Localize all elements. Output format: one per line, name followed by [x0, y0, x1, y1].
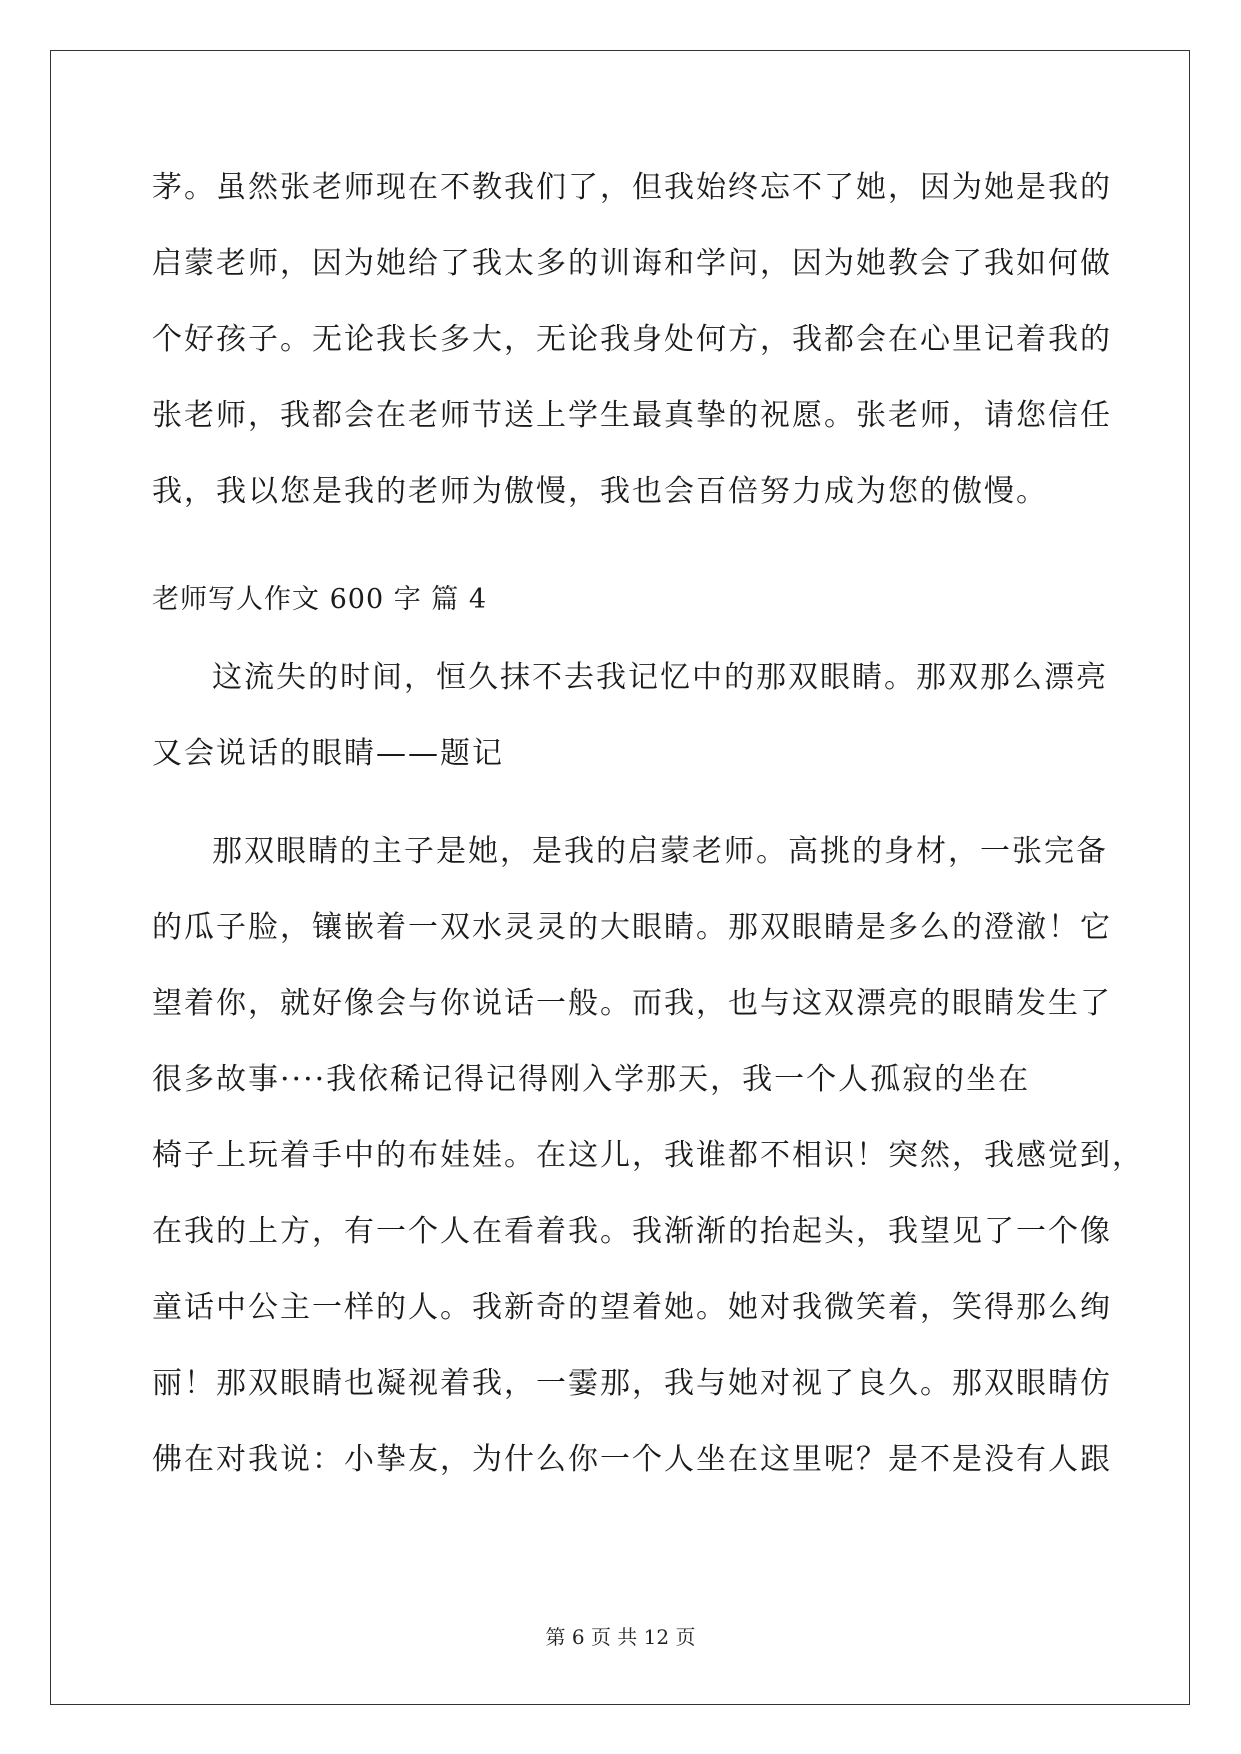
- paragraph-1-line-3: 个好孩子。无论我长多大，无论我身处何方，我都会在心里记着我的: [152, 322, 1112, 357]
- paragraph-1-line-4: 张老师，我都会在老师节送上学生最真挚的祝愿。张老师，请您信任: [152, 398, 1112, 433]
- paragraph-3-line-4: 很多故事····我依稀记得记得刚入学那天，我一个人孤寂的坐在: [152, 1062, 1031, 1097]
- paragraph-1-line-2: 启蒙老师，因为她给了我太多的训诲和学问，因为她教会了我如何做: [152, 246, 1112, 281]
- paragraph-3-line-6: 在我的上方，有一个人在看着我。我渐渐的抬起头，我望见了一个像: [152, 1214, 1112, 1249]
- paragraph-1-line-1: 茅。虽然张老师现在不教我们了，但我始终忘不了她，因为她是我的: [152, 170, 1112, 205]
- paragraph-2-line-2: 又会说话的眼睛——题记: [152, 736, 504, 771]
- paragraph-3-line-1: 那双眼睛的主子是她，是我的启蒙老师。高挑的身材，一张完备: [212, 834, 1108, 869]
- paragraph-3-line-2: 的瓜子脸，镶嵌着一双水灵灵的大眼睛。那双眼睛是多么的澄澈！它: [152, 910, 1112, 945]
- paragraph-3-line-9: 佛在对我说：小挚友，为什么你一个人坐在这里呢？是不是没有人跟: [152, 1442, 1112, 1477]
- section-heading: 老师写人作文 600 字 篇 4: [152, 584, 488, 615]
- page-number-footer: 第 6 页 共 12 页: [545, 1625, 696, 1649]
- paragraph-3-line-3: 望着你，就好像会与你说话一般。而我，也与这双漂亮的眼睛发生了: [152, 986, 1112, 1021]
- paragraph-3-line-8: 丽！那双眼睛也凝视着我，一霎那，我与她对视了良久。那双眼睛仿: [152, 1366, 1112, 1401]
- paragraph-2-line-1: 这流失的时间，恒久抹不去我记忆中的那双眼睛。那双那么漂亮: [212, 660, 1108, 695]
- paragraph-3-line-5: 椅子上玩着手中的布娃娃。在这儿，我谁都不相识！突然，我感觉到，: [152, 1138, 1144, 1173]
- paragraph-1-line-5: 我，我以您是我的老师为傲慢，我也会百倍努力成为您的傲慢。: [152, 474, 1048, 509]
- paragraph-3-line-7: 童话中公主一样的人。我新奇的望着她。她对我微笑着，笑得那么绚: [152, 1290, 1112, 1325]
